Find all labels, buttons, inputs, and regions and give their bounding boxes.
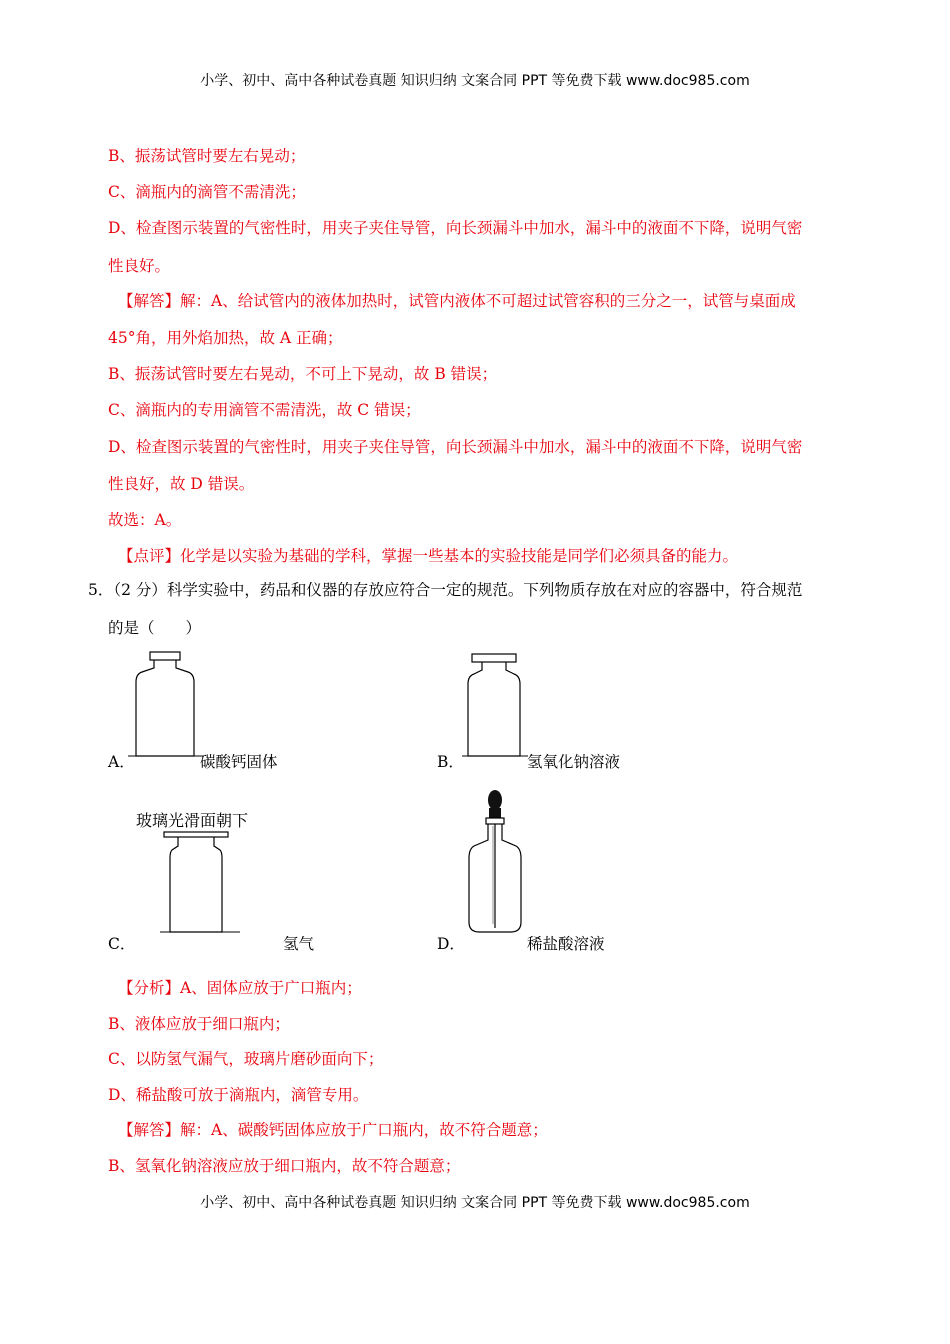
q5-option-c-letter: C． — [108, 935, 136, 953]
q4-option-c: C、滴瓶内的滴管不需清洗； — [108, 183, 306, 201]
glass-plate-label: 玻璃光滑面朝下 — [136, 811, 249, 830]
dropper-bottle-d-icon — [464, 788, 526, 936]
q4-comment — [118, 546, 738, 566]
q5-option-d-letter: D． — [437, 935, 465, 953]
page-header: 小学、初中、高中各种试卷真题 知识归纳 文案合同 PPT 等免费下载 www.doc985.com — [200, 73, 750, 89]
q4-option-d-line2: 性良好。 — [108, 257, 171, 275]
wide-mouth-bottle-a-icon — [128, 650, 204, 762]
q5-analysis-line3: C、以防氢气漏气，玻璃片磨砂面向下； — [108, 1050, 384, 1068]
comment-text: 化学是以实验为基础的学科，掌握一些基本的实验技能是同学们必须具备的能力。 — [180, 547, 739, 565]
comment-tag: 【点评】 — [118, 547, 181, 565]
analysis-tag: 【分析】 — [118, 979, 181, 997]
q5-answer-line1 — [118, 1120, 548, 1140]
gas-jar-c-icon — [160, 830, 240, 938]
q4-answer-line1 — [118, 291, 796, 311]
q5-option-d-caption: 稀盐酸溶液 — [527, 935, 605, 953]
q4-option-b: B、振荡试管时要左右晃动； — [108, 147, 306, 165]
q4-answer-line5: D、检查图示装置的气密性时，用夹子夹住导管，向长颈漏斗中加水，漏斗中的液面不下降，说明气密 — [108, 438, 803, 456]
q5-option-c-caption: 氢气 — [283, 935, 315, 953]
q4-answer-line6: 性良好，故 D 错误。 — [108, 475, 255, 493]
q5-option-b-letter: B． — [437, 753, 464, 771]
answer-tag: 【解答】 — [118, 1121, 181, 1139]
q5-stem-line1: 5．（2 分）科学实验中，药品和仪器的存放应符合一定的规范。下列物质存放在对应的容器中，符合规范 — [88, 581, 803, 599]
analysis-text: A、固体应放于广口瓶内； — [180, 979, 362, 997]
q5-option-a-caption: 碳酸钙固体 — [200, 753, 278, 771]
answer-tag: 【解答】 — [118, 292, 181, 310]
q4-option-d-line1: D、检查图示装置的气密性时，用夹子夹住导管，向长颈漏斗中加水，漏斗中的液面不下降，说明气密 — [108, 219, 803, 237]
q4-answer-line2: 45°角，用外焰加热，故 A 正确； — [108, 329, 343, 347]
q4-answer-line3: B、振荡试管时要左右晃动，不可上下晃动，故 B 错误； — [108, 365, 498, 383]
q5-option-a-letter: A． — [108, 753, 135, 771]
narrow-mouth-bottle-b-icon — [462, 652, 528, 760]
answer-text: 解：A、给试管内的液体加热时，试管内液体不可超过试管容积的三分之一，试管与桌面成 — [180, 292, 796, 310]
q5-option-b-caption: 氢氧化钠溶液 — [527, 753, 621, 771]
page-footer: 小学、初中、高中各种试卷真题 知识归纳 文案合同 PPT 等免费下载 www.doc985.com — [200, 1195, 750, 1211]
q5-analysis-line4: D、稀盐酸可放于滴瓶内，滴管专用。 — [108, 1086, 369, 1104]
q5-stem-line2: 的是（ ） — [108, 619, 202, 637]
q4-choice: 故选：A。 — [108, 511, 182, 529]
q5-analysis-line1 — [118, 978, 362, 998]
q5-analysis-line2: B、液体应放于细口瓶内； — [108, 1015, 290, 1033]
q5-answer-line2: B、氢氧化钠溶液应放于细口瓶内，故不符合题意； — [108, 1157, 461, 1175]
answer-text: 解：A、碳酸钙固体应放于广口瓶内，故不符合题意； — [180, 1121, 548, 1139]
q4-answer-line4: C、滴瓶内的专用滴管不需清洗，故 C 错误； — [108, 401, 421, 419]
